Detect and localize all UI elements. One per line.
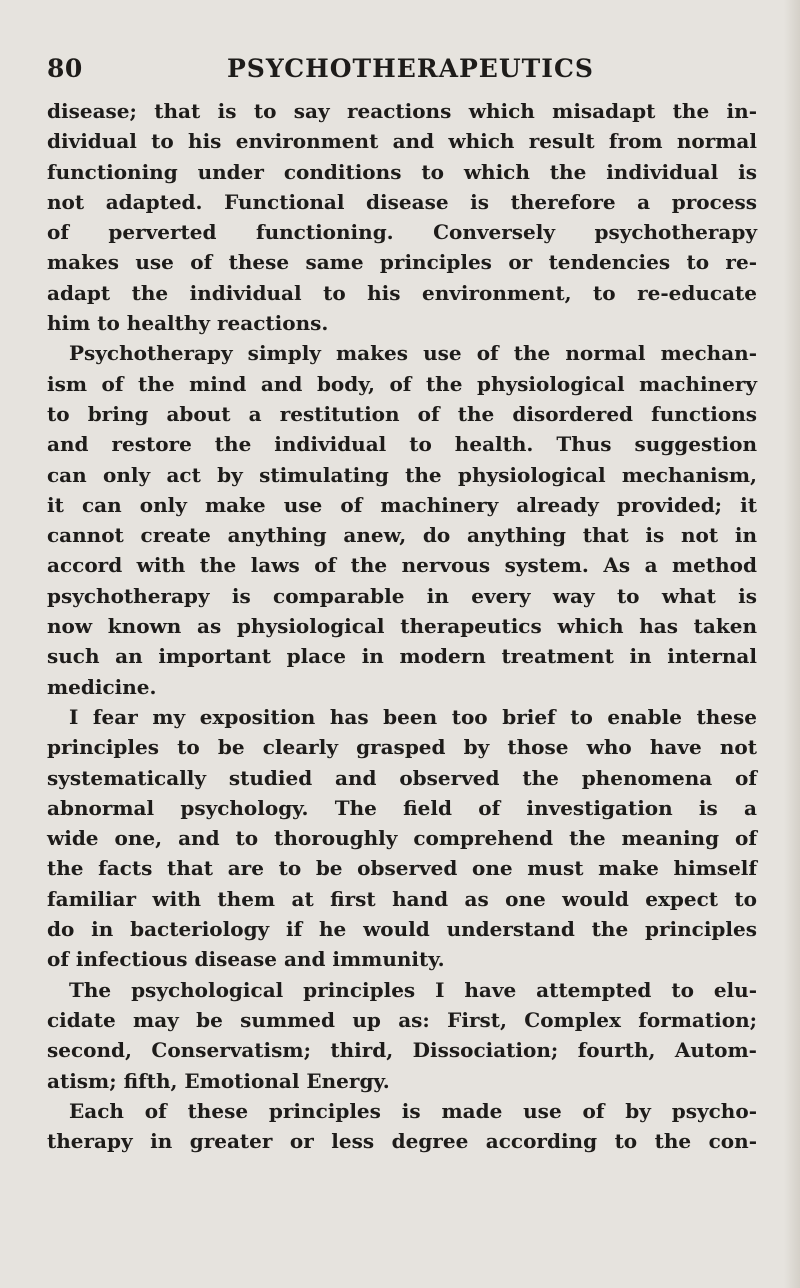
- page-edge-shadow: [784, 0, 800, 1288]
- paragraph: [47, 702, 757, 975]
- text-line: can only act by stimulating the physiological mechanism,: [47, 462, 757, 487]
- text-line: not adapted. Functional disease is therefore a process: [47, 189, 757, 214]
- text-line: him to healthy reactions.: [47, 311, 329, 336]
- text-line: makes use of these same principles or tendencies to re-: [47, 250, 757, 275]
- text-line: Each of these principles is made use of by psycho-: [69, 1098, 757, 1123]
- text-line: adapt the individual to his environment, to re-educate: [47, 280, 757, 305]
- text-line: medicine.: [47, 674, 157, 699]
- paragraph: [47, 1096, 757, 1157]
- text-line: ism of the mind and body, of the physiological machinery: [47, 371, 757, 396]
- text-line: cannot create anything anew, do anything that is not in: [47, 523, 757, 548]
- text-line: second, Conservatism; third, Dissociation; fourth, Autom-: [47, 1038, 757, 1063]
- text-line: I fear my exposition has been too brief to enable these: [69, 704, 757, 729]
- text-line: and restore the individual to health. Thus suggestion: [47, 432, 757, 457]
- text-line: to bring about a restitution of the disordered functions: [47, 401, 757, 426]
- text-line: the facts that are to be observed one must make himself: [47, 856, 757, 881]
- page-header: [47, 54, 747, 88]
- text-line: systematically studied and observed the phenomena of: [47, 765, 757, 790]
- text-line: it can only make use of machinery already provided; it: [47, 492, 757, 517]
- page-number: 80: [47, 54, 83, 83]
- body-text: [47, 96, 757, 1156]
- text-line: therapy in greater or less degree according to the con-: [47, 1129, 757, 1154]
- text-line: wide one, and to thoroughly comprehend the meaning of: [47, 826, 757, 851]
- text-line: Psychotherapy simply makes use of the normal mechan-: [69, 341, 757, 366]
- text-line: of perverted functioning. Conversely psychotherapy: [47, 220, 757, 245]
- text-line: cidate may be summed up as: First, Complex formation;: [47, 1007, 757, 1032]
- text-line: such an important place in modern treatment in internal: [47, 644, 757, 669]
- text-line: familiar with them at first hand as one would expect to: [47, 886, 757, 911]
- text-line: The psychological principles I have attempted to elu-: [69, 977, 757, 1002]
- text-line: of infectious disease and immunity.: [47, 947, 445, 972]
- paragraph: [47, 338, 757, 702]
- text-line: abnormal psychology. The field of investigation is a: [47, 795, 757, 820]
- text-line: functioning under conditions to which the individual is: [47, 159, 757, 184]
- text-line: principles to be clearly grasped by those who have not: [47, 735, 757, 760]
- paragraph: [47, 975, 757, 1096]
- text-line: dividual to his environment and which result from normal: [47, 129, 757, 154]
- text-line: disease; that is to say reactions which misadapt the in-: [47, 99, 757, 123]
- text-line: do in bacteriology if he would understand the principles: [47, 917, 757, 942]
- text-line: now known as physiological therapeutics which has taken: [47, 614, 757, 639]
- running-title: PSYCHOTHERAPEUTICS: [227, 54, 594, 83]
- paragraph: [47, 96, 757, 338]
- text-line: accord with the laws of the nervous system. As a method: [47, 553, 757, 578]
- text-line: atism; fifth, Emotional Energy.: [47, 1068, 390, 1093]
- text-line: psychotherapy is comparable in every way to what is: [47, 583, 757, 608]
